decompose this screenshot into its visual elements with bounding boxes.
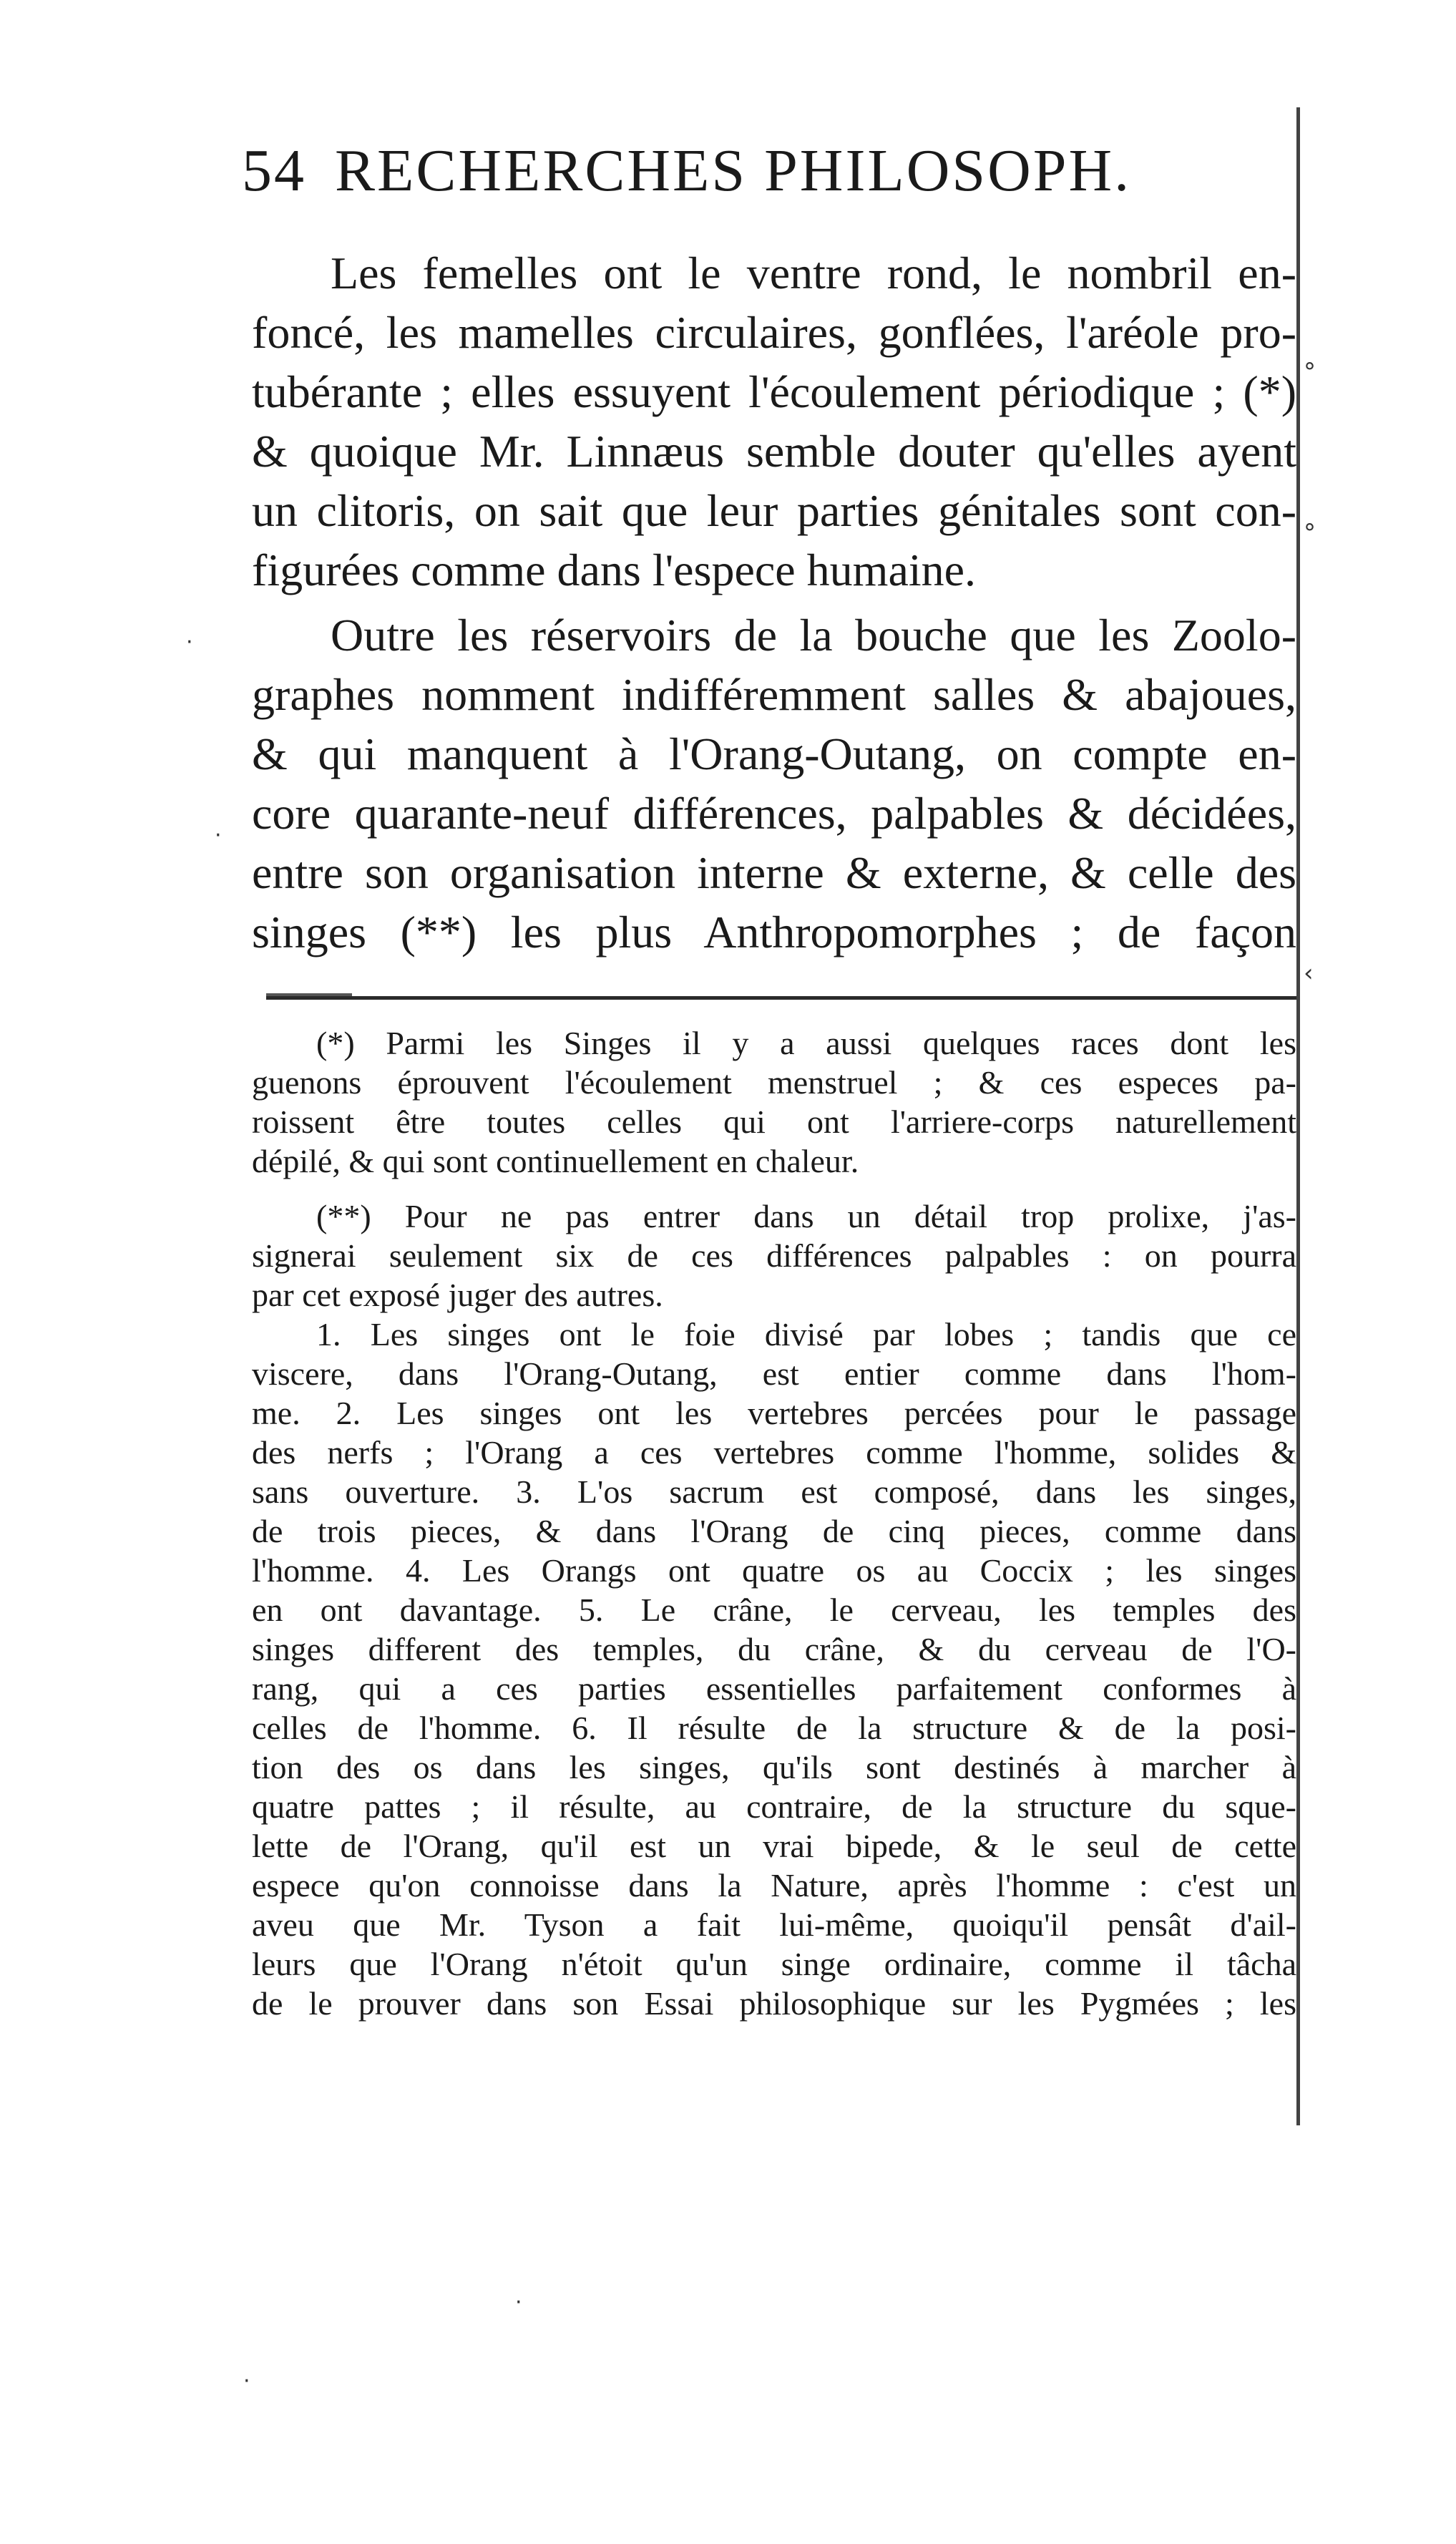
note-line: viscere, dans l'Orang-Outang, est entier comme dans l'hom- xyxy=(252,1355,1296,1392)
note-line: rang, qui a ces parties essentielles parfaitement conformes à xyxy=(252,1670,1296,1707)
text-line: core quarante-neuf différences, palpables & décidées, xyxy=(252,788,1296,839)
footnote-rule xyxy=(266,996,1296,1000)
note-line: leurs que l'Orang n'étoit qu'un singe ordinaire, comme il tâcha xyxy=(252,1946,1296,1982)
text-line: graphes nomment indifféremment salles & abajoues, xyxy=(252,669,1296,720)
footnote-1 xyxy=(252,1023,1296,1181)
running-title: RECHERCHES PHILOSOPH. xyxy=(335,137,1132,204)
main-text xyxy=(252,243,1296,962)
paragraph-1 xyxy=(252,243,1296,600)
text-line: Les femelles ont le ventre rond, le nombril en- xyxy=(331,248,1296,298)
binding-edge-line xyxy=(1296,107,1300,2125)
text-line: foncé, les mamelles circulaires, gonflées, l'aréole pro- xyxy=(252,307,1296,358)
running-head xyxy=(242,136,1286,215)
note-line: 1. Les singes ont le foie divisé par lobes ; tandis que ce xyxy=(316,1316,1296,1353)
gutter-mark-circle-icon: ° xyxy=(1304,358,1316,386)
paragraph-2 xyxy=(252,605,1296,962)
text-line: un clitoris, on sait que leur parties génitales sont con- xyxy=(252,485,1296,536)
note-line: par cet exposé juger des autres. xyxy=(252,1277,663,1313)
note-line: sans ouverture. 3. L'os sacrum est composé, dans les singes, xyxy=(252,1473,1296,1510)
note-line: guenons éprouvent l'écoulement menstruel ; & ces especes pa- xyxy=(252,1064,1296,1101)
gutter-mark-circle-icon: ° xyxy=(1304,519,1316,547)
text-line: Outre les réservoirs de la bouche que les Zoolo- xyxy=(331,610,1296,661)
note-line: en ont davantage. 5. Le crâne, le cerveau, les temples des xyxy=(252,1592,1296,1628)
ink-speck-icon: · xyxy=(243,2369,250,2394)
note-line: l'homme. 4. Les Orangs ont quatre os au Coccix ; les singes xyxy=(252,1552,1296,1589)
note-line: de trois pieces, & dans l'Orang de cinq pieces, comme dans xyxy=(252,1513,1296,1549)
note-line: singes different des temples, du crâne, & du cerveau de l'O- xyxy=(252,1631,1296,1667)
note-line: de le prouver dans son Essai philosophique sur les Pygmées ; les xyxy=(252,1985,1296,2022)
note-line: signerai seulement six de ces différences palpables : on pourra xyxy=(252,1237,1296,1274)
note-line: espece qu'on connoisse dans la Nature, après l'homme : c'est un xyxy=(252,1867,1296,1904)
note-line: me. 2. Les singes ont les vertebres percées pour le passage xyxy=(252,1395,1296,1431)
text-line: & quoique Mr. Linnæus semble douter qu'elles ayent xyxy=(252,426,1296,477)
note-line: des nerfs ; l'Orang a ces vertebres comme l'homme, solides & xyxy=(252,1434,1296,1471)
footnote-2-body xyxy=(252,1315,1296,2023)
footnotes xyxy=(252,1023,1296,2039)
note-line: (**) Pour ne pas entrer dans un détail trop prolixe, j'as- xyxy=(316,1198,1296,1234)
text-line: & qui manquent à l'Orang-Outang, on compte en- xyxy=(252,728,1296,779)
note-line: dépilé, & qui sont continuellement en chaleur. xyxy=(252,1143,859,1179)
note-line: celles de l'homme. 6. Il résulte de la structure & de la posi- xyxy=(252,1710,1296,1746)
ink-speck-icon: · xyxy=(215,823,222,848)
note-line: aveu que Mr. Tyson a fait lui-même, quoiqu'il pensât d'ail- xyxy=(252,1906,1296,1943)
text-line: singes (**) les plus Anthropomorphes ; de façon xyxy=(252,907,1296,957)
gutter-mark-angle-icon: ‹ xyxy=(1304,959,1314,988)
ink-speck-icon: · xyxy=(515,2290,522,2315)
page-number: 54 xyxy=(242,137,306,204)
ink-speck-icon: · xyxy=(186,630,193,655)
note-line: quatre pattes ; il résulte, au contraire, de la structure du sque- xyxy=(252,1788,1296,1825)
text-line: tubérante ; elles essuyent l'écoulement périodique ; (*) xyxy=(252,366,1296,417)
note-line: lette de l'Orang, qu'il est un vrai bipede, & le seul de cette xyxy=(252,1828,1296,1864)
note-line: roissent être toutes celles qui ont l'arriere-corps naturellement xyxy=(252,1103,1296,1140)
text-line: entre son organisation interne & externe, & celle des xyxy=(252,847,1296,898)
note-line: tion des os dans les singes, qu'ils sont destinés à marcher à xyxy=(252,1749,1296,1785)
text-line: figurées comme dans l'espece humaine. xyxy=(252,545,977,595)
footnote-2-intro xyxy=(252,1197,1296,1315)
note-line: (*) Parmi les Singes il y a aussi quelques races dont les xyxy=(316,1025,1296,1061)
